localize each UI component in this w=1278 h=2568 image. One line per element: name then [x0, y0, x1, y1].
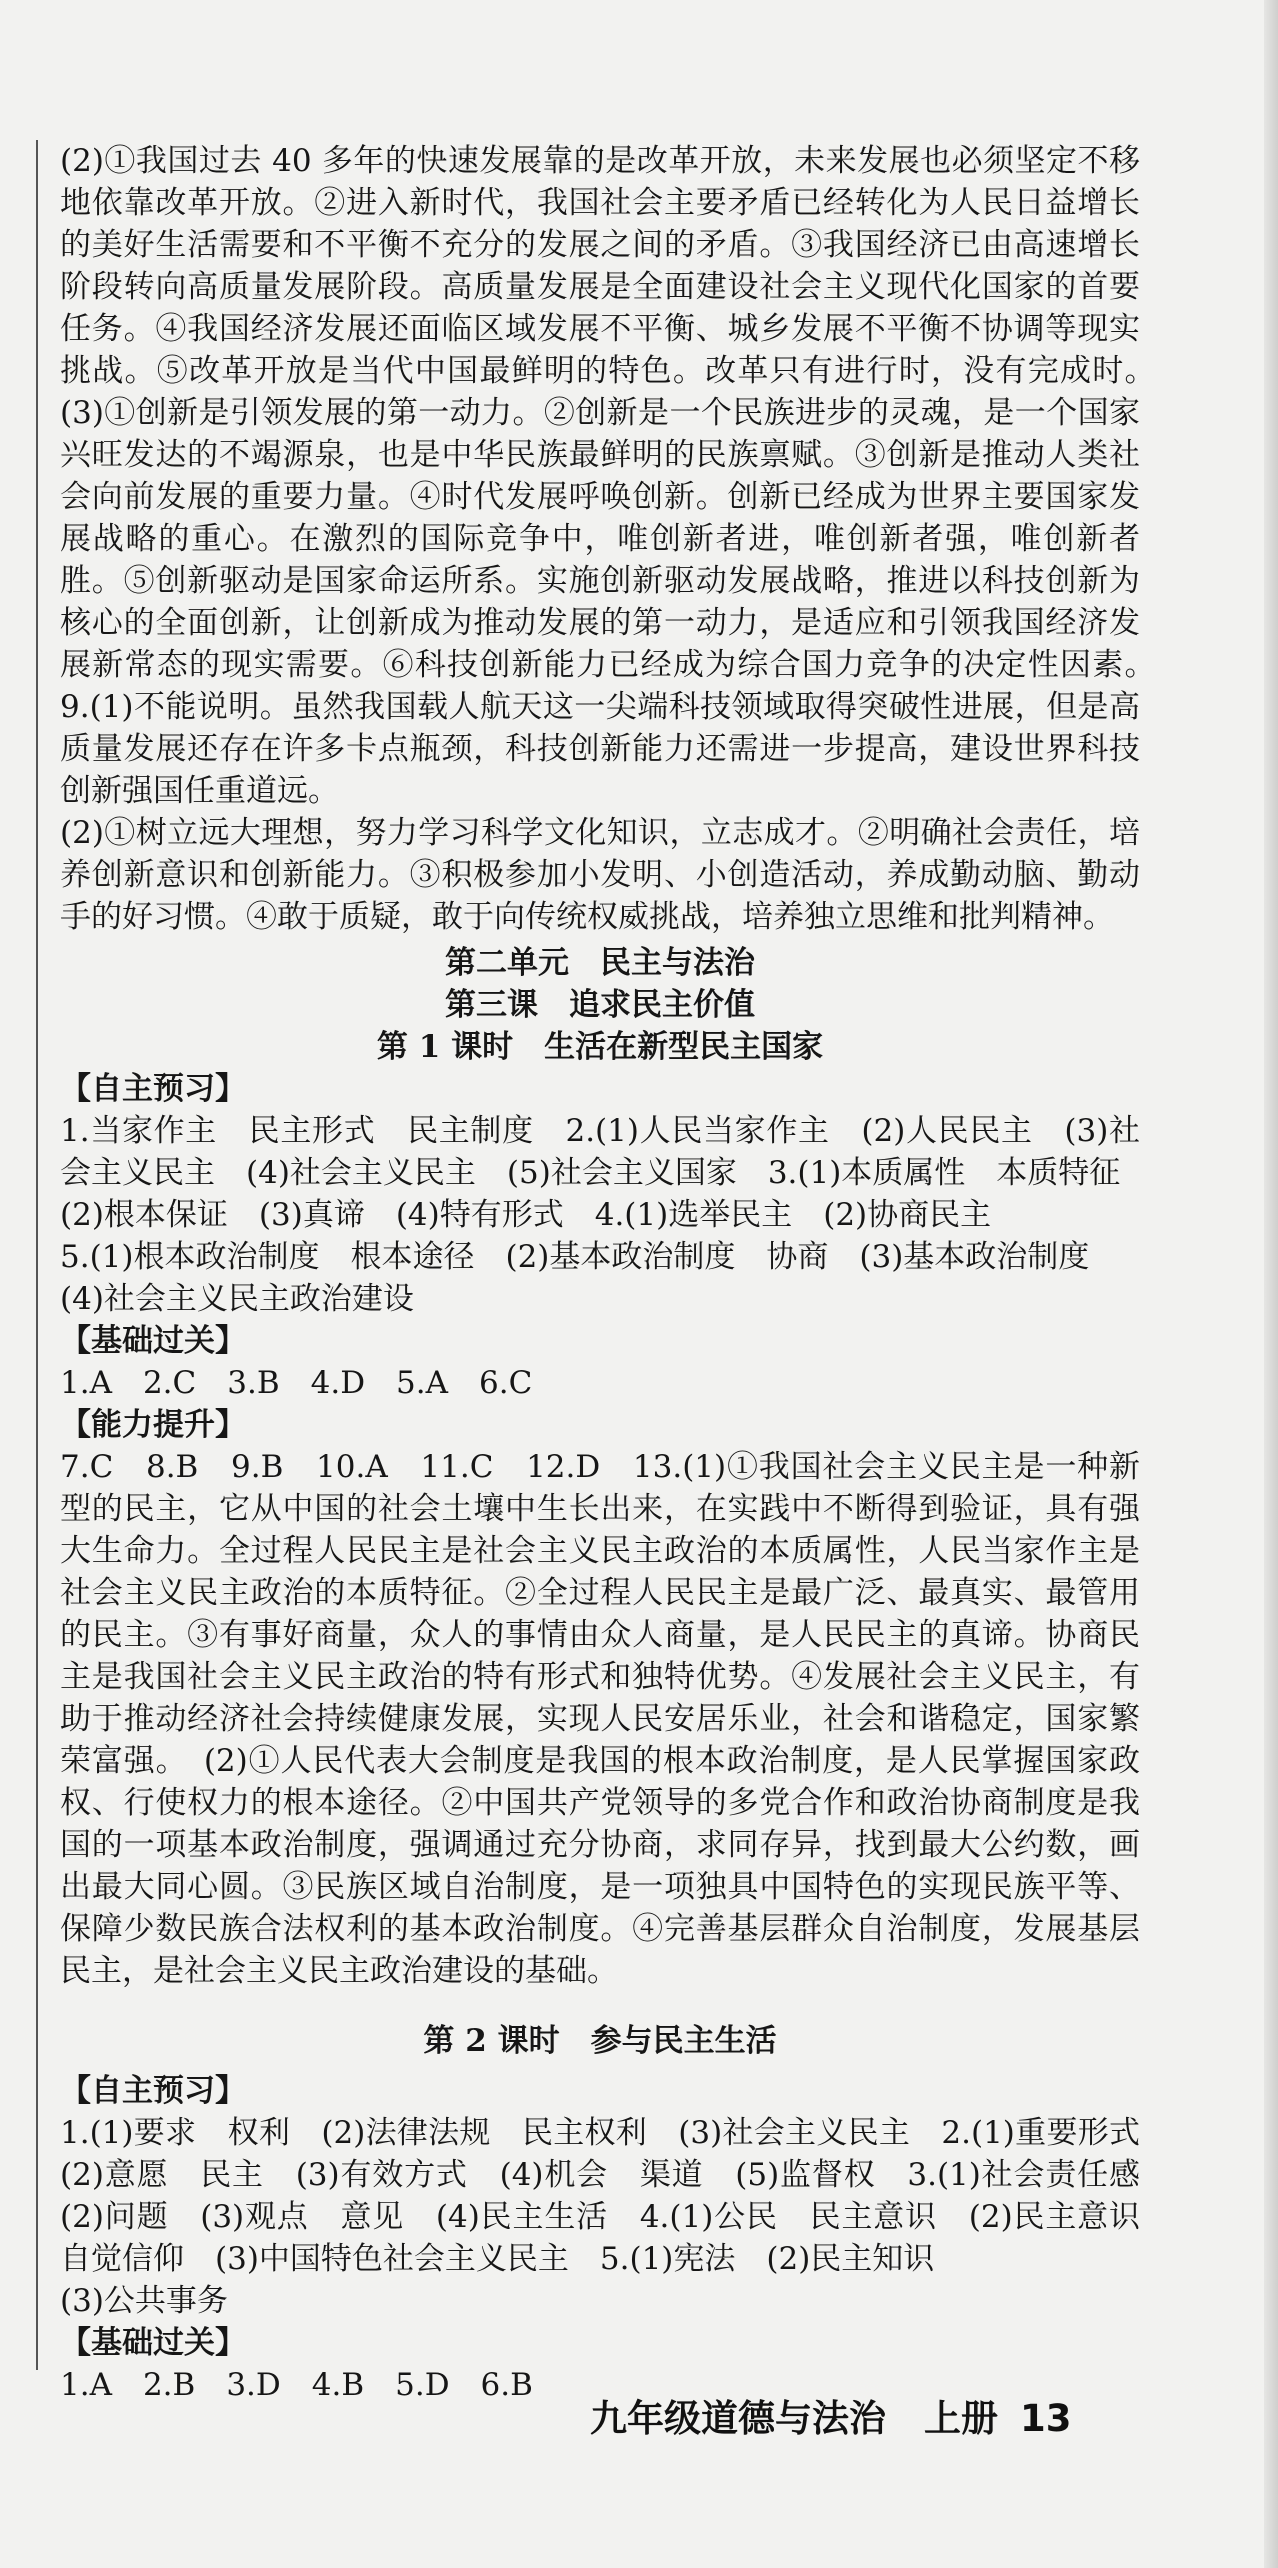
period1-preview-line: (2)根本保证 (3)真谛 (4)特有形式 4.(1)选举民主 (2)协商民主 — [60, 1197, 992, 1233]
intro-paragraph-1: (2)①我国过去 40 多年的快速发展靠的是改革开放，未来发展也必须坚定不移地依靠改革开放。②进入新时代，我国社会主要矛盾已经转化为人民日益增长的美好生活需要和不平衡不充分的发展之间的矛盾。③我国经济已由高速增长阶段转向高质量发展阶段。高质量发展是全面建设社会主义现代化国家的首要任务。④我国经济发展还面临区域发展不平衡、城乡发展不平衡不协调等现实挑战。⑤改革开放是当代中国最鲜明的特色。改革只有进行时，没有完成时。 (3)①创新是引领发展的第一动力。②创新是一个民族进步的灵魂，是一个国家兴旺发达的不竭源泉，也是中华民族最鲜明的民族禀赋。③创新是推动人类社会向前发展的重要力量。④时代发展呼唤创新。创新已经成为世界主要国家发展战略的重心。在激烈的国际竞争中，唯创新者进，唯创新者强，唯创新者胜。⑤创新驱动是国家命运所系。实施创新驱动发展战略，推进以科技创新为核心的全面创新，让创新成为推动发展的第一动力，是适应和引领我国经济发展新常态的现实需要。⑥科技创新能力已经成为综合国力竞争的决定性因素。 9.(1)不能说明。虽然我国载人航天这一尖端科技领域取得突破性进展，但是高质量发展还存在许多卡点瓶颈，科技创新能力还需进一步提高，建设世界科技创新强国任重道远。 — [60, 143, 1171, 809]
period1-preview-line: 1.当家作主 民主形式 民主制度 2.(1)人民当家作主 (2)人民民主 (3)社会主义民主 (4)社会主义民主 (5)社会主义国家 3.(1)本质属性 本质特征 — [60, 1113, 1140, 1191]
footer-volume: 上册 — [924, 2397, 998, 2440]
period1-title: 第 1 课时 生活在新型民主国家 — [376, 1029, 824, 1065]
period2-basic-answers: 1.A 2.B 3.D 4.B 5.D 6.B — [60, 2367, 533, 2403]
left-margin-rule — [36, 140, 38, 2370]
period1-ability-label: 【能力提升】 — [60, 1407, 246, 1443]
period2-basic-label: 【基础过关】 — [60, 2325, 246, 2361]
lesson-title: 第三课 追求民主价值 — [445, 987, 755, 1023]
period1-basic-answers: 1.A 2.C 3.B 4.D 5.A 6.C — [60, 1365, 533, 1401]
period2-title: 第 2 课时 参与民主生活 — [423, 2023, 777, 2059]
period2-preview-label: 【自主预习】 — [60, 2073, 246, 2109]
answer-page — [60, 140, 1171, 2406]
period1-preview-line: 5.(1)根本政治制度 根本途径 (2)基本政治制度 协商 (3)基本政治制度 — [60, 1239, 1090, 1275]
page-number: 13 — [1020, 2397, 1072, 2440]
intro-paragraph-2: (2)①树立远大理想，努力学习科学文化知识，立志成才。②明确社会责任，培养创新意识和创新能力。③积极参加小发明、小创造活动，养成勤动脑、勤动手的好习惯。④敢于质疑，敢于向传统权威挑战，培养独立思维和批判精神。 — [60, 815, 1140, 935]
period1-preview-line: (4)社会主义民主政治建设 — [60, 1281, 414, 1317]
period2-preview-line: (3)公共事务 — [60, 2283, 228, 2319]
period1-preview-label: 【自主预习】 — [60, 1071, 246, 1107]
page-edge-shadow — [1264, 0, 1278, 2568]
footer-subject: 九年级道德与法治 — [590, 2397, 886, 2440]
unit-title: 第二单元 民主与法治 — [445, 945, 755, 981]
page-footer — [590, 2388, 1110, 2442]
period1-basic-label: 【基础过关】 — [60, 1323, 246, 1359]
period1-ability-text: 7.C 8.B 9.B 10.A 11.C 12.D 13.(1)①我国社会主义民主是一种新型的民主，它从中国的社会土壤中生长出来，在实践中不断得到验证，具有强大生命力。全过程人民民主是社会主义民主政治的本质属性，人民当家作主是社会主义民主政治的本质特征。②全过程人民民主是最广泛、最真实、最管用的民主。③有事好商量，众人的事情由众人商量，是人民民主的真谛。协商民主是我国社会主义民主政治的特有形式和独特优势。④发展社会主义民主，有助于推动经济社会持续健康发展，实现人民安居乐业，社会和谐稳定，国家繁荣富强。 (2)①人民代表大会制度是我国的根本政治制度，是人民掌握国家政权、行使权力的根本途径。②中国共产党领导的多党合作和政治协商制度是我国的一项基本政治制度，强调通过充分协商，求同存异，找到最大公约数，画出最大同心圆。③民族区域自治制度，是一项独具中国特色的实现民族平等、保障少数民族合法权利的基本政治制度。④完善基层群众自治制度，发展基层民主，是社会主义民主政治建设的基础。 — [60, 1449, 1140, 1989]
period2-preview-line: 1.(1)要求 权利 (2)法律法规 民主权利 (3)社会主义民主 2.(1)重要形式 (2)意愿 民主 (3)有效方式 (4)机会 渠道 (5)监督权 3.(1)社会责任感 (2)问题 (3)观点 意见 (4)民主生活 4.(1)公民 民主意识 (2)民主意识 自觉信仰 (3)中国特色社会主义民主 5.(1)宪法 (2)民主知识 — [60, 2115, 1171, 2277]
